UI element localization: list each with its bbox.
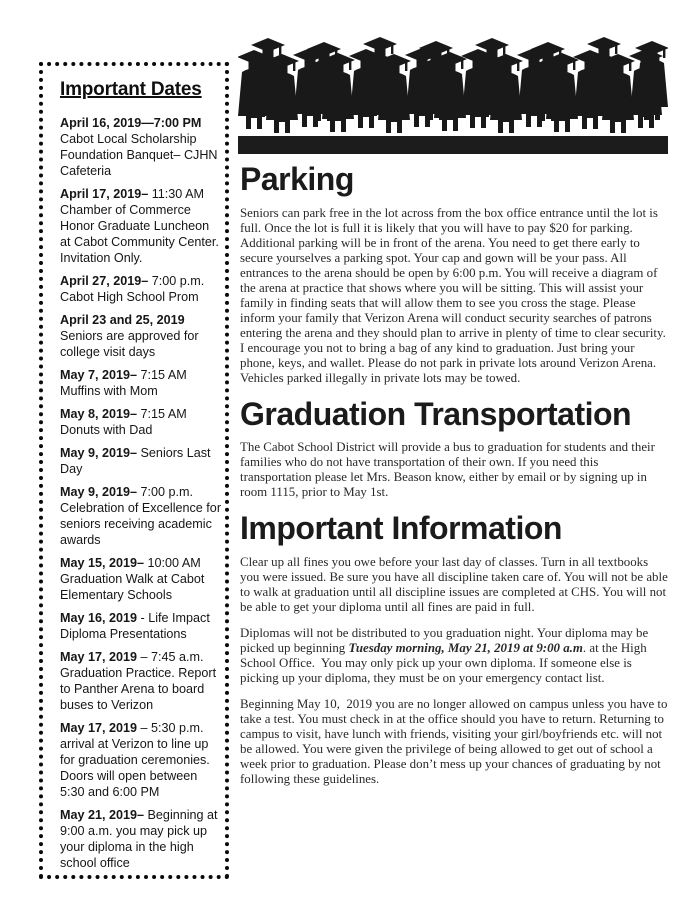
date-item-date: May 15, 2019– <box>60 556 145 570</box>
date-item-april-23-25 <box>60 312 223 360</box>
important-information-heading: Important Information <box>240 510 562 547</box>
date-item-april-16 <box>60 115 223 179</box>
date-item-detail: – 5:30 p.m. arrival at Verizon to line up for graduation ceremonies. Doors will open between 5:30 and 6:00 PM <box>60 721 210 799</box>
campus-rules-paragraph: Beginning May 10, 2019 you are no longer allowed on campus unless you have to take a test. You must check in at the office should you have to return. Returning to campus to visit, have lunch with friends, visiting your girl/boyfriends etc. will not be allowed. You were given the privilege of being allowed to get out of school a week prior to graduation. Please don’t mess up your chances of graduating by not following these guidelines. <box>240 696 671 786</box>
date-item-date: April 27, 2019– <box>60 274 149 288</box>
date-item-detail: - Life Impact Diploma Presentations <box>60 611 210 641</box>
date-item-detail: 11:30 AM Chamber of Commerce Honor Graduate Luncheon at Cabot Community Center. Invitation Only. <box>60 187 219 265</box>
date-item-date: May 16, 2019 <box>60 611 138 625</box>
date-item-detail: 7:00 p.m. Cabot High School Prom <box>60 274 205 304</box>
date-item-may-21 <box>60 807 223 871</box>
date-item-detail: 10:00 AM Graduation Walk at Cabot Elementary Schools <box>60 556 205 602</box>
date-item-may-16 <box>60 610 223 642</box>
diploma-pickup-paragraph <box>240 626 670 686</box>
date-item-date: May 9, 2019– <box>60 446 138 460</box>
date-item-date: May 8, 2019– <box>60 407 138 421</box>
date-item-april-27 <box>60 273 223 305</box>
graduation-crowd-silhouette-icon <box>238 28 668 134</box>
date-item-detail: 7:15 AM Muffins with Mom <box>60 368 187 398</box>
date-item-detail: Seniors Last Day <box>60 446 211 476</box>
important-dates-box <box>39 62 229 879</box>
diploma-text-after: . at the High School Office. You may only pick up your own diploma. If someone else is picking up your diploma, they must be on your emergency contact list. <box>240 640 650 685</box>
date-item-detail: Cabot Local Scholarship Foundation Banquet– CJHN Cafeteria <box>60 132 218 178</box>
date-item-date: April 16, 2019—7:00 PM <box>60 116 202 130</box>
date-item-may-9-celebration <box>60 484 223 548</box>
graduates-banner <box>238 28 668 154</box>
fines-paragraph: Clear up all fines you owe before your last day of classes. Turn in all textbooks you were issued. Be sure you have all discipline taken care of. You will not be able to walk at graduation until all discipline issues are completed at CHS. You will not be able to get your diploma until all fines are paid in full. <box>240 554 672 614</box>
date-item-date: May 21, 2019– <box>60 808 145 822</box>
date-item-may-17-arrival <box>60 720 223 800</box>
date-item-may-8 <box>60 406 223 438</box>
date-item-date: May 17, 2019 <box>60 650 138 664</box>
date-item-may-15 <box>60 555 223 603</box>
date-item-detail: Seniors are approved for college visit days <box>60 329 199 359</box>
date-item-may-9-seniors <box>60 445 223 477</box>
parking-paragraph: Seniors can park free in the lot across from the box office entrance until the lot is full. Once the lot is full it is likely that you will have to pay $20 for parking. Additional parking will be in front of the arena. You need to get there early to secure yourselves a parking spot. Your cap and gown will be your pass. All entrances to the arena should be open by 6:00 p.m. You will receive a diagram of the arena at practice that shows where you will be sitting. This will assist your family in finding seats that will allow them to see you cross the stage. Please inform your family that Verizon Arena will conduct security searches of patrons entering the arena and they should plan to arrive in plenty of time to clear security. I encourage you not to bring a bag of any kind to graduation. Just bring your phone, keys, and wallet. Please do not park in private lots around Verizon Arena. Vehicles parked illegally in private lots may be towed. <box>240 205 670 385</box>
transportation-heading: Graduation Transportation <box>240 395 632 432</box>
date-item-april-17 <box>60 186 223 266</box>
diploma-text-before: Diplomas will not be distributed to you graduation night. Your diploma may be picked up beginning <box>240 625 652 655</box>
diploma-pickup-datetime: Tuesday morning, May 21, 2019 at 9:00 a.m <box>348 640 583 655</box>
important-dates-heading: Important Dates <box>60 79 202 100</box>
date-item-detail: Beginning at 9:00 a.m. you may pick up your diploma in the high school office <box>60 808 218 870</box>
date-item-may-7 <box>60 367 223 399</box>
date-item-date: May 17, 2019 <box>60 721 138 735</box>
date-item-date: April 23 and 25, 2019 <box>60 313 185 327</box>
date-item-may-17-practice <box>60 649 223 713</box>
date-item-date: April 17, 2019– <box>60 187 149 201</box>
date-item-detail: 7:00 p.m. Celebration of Excellence for seniors receiving academic awards <box>60 485 222 547</box>
transportation-paragraph: The Cabot School District will provide a bus to graduation for students and their families who do not have transportation of their own. If you need this transportation please let Mrs. Beason know, either by email or by signing up in room 1115, prior to May 1st. <box>240 440 659 500</box>
parking-heading: Parking <box>240 161 354 197</box>
banner-black-bar <box>238 136 668 154</box>
date-item-detail: 7:15 AM Donuts with Dad <box>60 407 187 437</box>
date-item-date: May 9, 2019– <box>60 485 138 499</box>
date-item-date: May 7, 2019– <box>60 368 138 382</box>
date-item-detail: – 7:45 a.m. Graduation Practice. Report to Panther Arena to board buses to Verizon <box>60 650 217 712</box>
main-content <box>240 162 670 798</box>
